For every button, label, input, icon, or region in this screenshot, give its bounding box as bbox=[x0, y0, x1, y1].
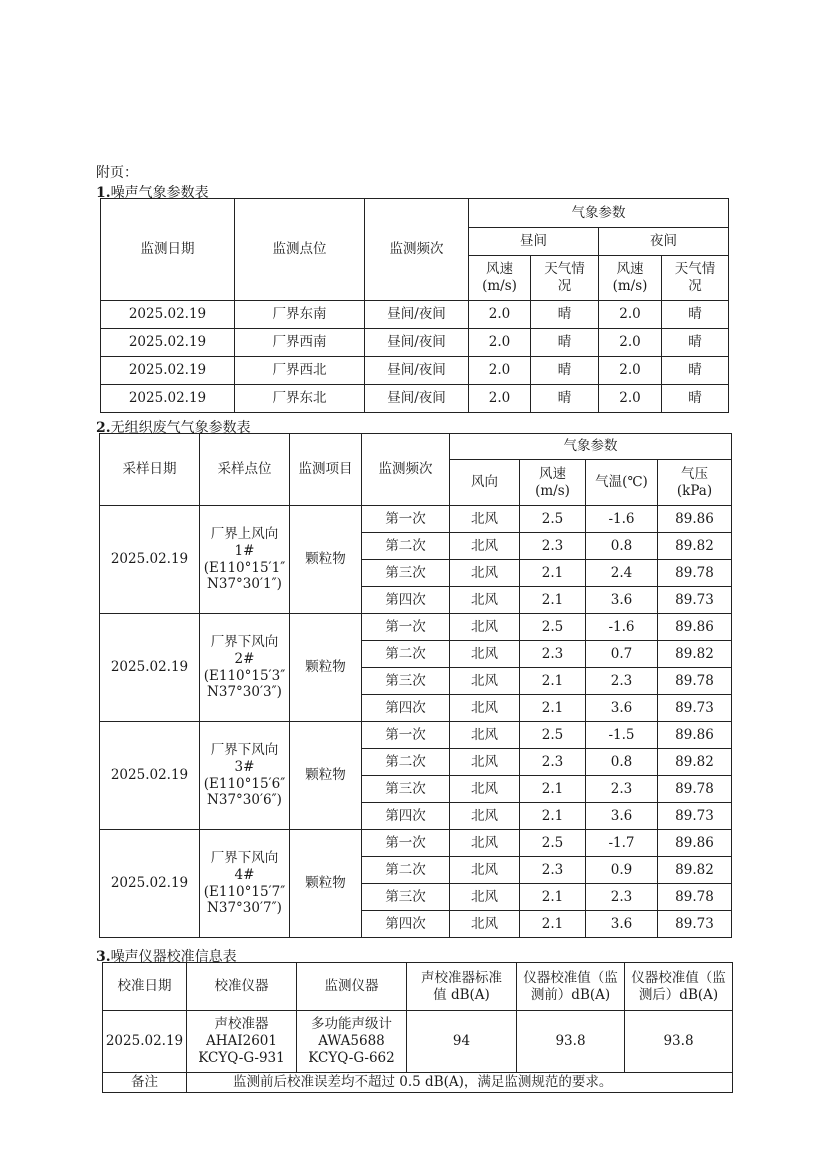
cell-wind-speed: 2.1 bbox=[520, 803, 586, 830]
table-row bbox=[103, 1011, 733, 1073]
cell-temperature: 2.3 bbox=[586, 884, 658, 911]
cell-wind-speed: 2.5 bbox=[520, 722, 586, 749]
cell-date: 2025.02.19 bbox=[103, 1011, 187, 1073]
cell-frequency: 昼间/夜间 bbox=[365, 301, 469, 329]
cell-pressure: 89.86 bbox=[658, 506, 732, 533]
cell-pressure: 89.78 bbox=[658, 668, 732, 695]
cell-wind-direction: 北风 bbox=[450, 722, 520, 749]
cell-pressure: 89.78 bbox=[658, 884, 732, 911]
cell-wind-speed: 2.3 bbox=[520, 749, 586, 776]
cell-wind-direction: 北风 bbox=[450, 614, 520, 641]
table-row bbox=[101, 357, 729, 385]
cell-wind-speed: 2.1 bbox=[520, 884, 586, 911]
header-monitor-frequency: 监测频次 bbox=[362, 434, 450, 506]
cell-temperature: 0.9 bbox=[586, 857, 658, 884]
cell-wind-direction: 北风 bbox=[450, 776, 520, 803]
cell-frequency: 第四次 bbox=[362, 803, 450, 830]
cell-temperature: 3.6 bbox=[586, 695, 658, 722]
cell-wind-direction: 北风 bbox=[450, 641, 520, 668]
cell-point: 厂界下风向 3# (E110°15′6″ N37°30′6″) bbox=[200, 722, 290, 830]
cell-pressure: 89.73 bbox=[658, 803, 732, 830]
header-daytime: 昼间 bbox=[469, 228, 599, 256]
section-title-text: 噪声仪器校准信息表 bbox=[110, 949, 237, 965]
section-number: 3. bbox=[96, 949, 111, 965]
cell-frequency: 第二次 bbox=[362, 857, 450, 884]
section-number: 2. bbox=[96, 420, 111, 436]
cell-wind-direction: 北风 bbox=[450, 830, 520, 857]
cell-temperature: 0.8 bbox=[586, 533, 658, 560]
cell-temperature: 3.6 bbox=[586, 803, 658, 830]
cell-frequency: 第一次 bbox=[362, 722, 450, 749]
cell-wind-speed: 2.3 bbox=[520, 857, 586, 884]
cell-frequency: 第三次 bbox=[362, 776, 450, 803]
table-row bbox=[100, 614, 732, 641]
header-standard-value: 声校准器标准 值 dB(A) bbox=[407, 963, 517, 1011]
cell-point: 厂界下风向 2# (E110°15′3″ N37°30′3″) bbox=[200, 614, 290, 722]
header-night-weather: 天气情 况 bbox=[662, 256, 729, 301]
header-night-wind-speed: 风速 (m/s) bbox=[599, 256, 662, 301]
cell-pressure: 89.86 bbox=[658, 830, 732, 857]
cell-wind-direction: 北风 bbox=[450, 533, 520, 560]
cell-frequency: 第一次 bbox=[362, 506, 450, 533]
cell-wind-speed: 2.5 bbox=[520, 614, 586, 641]
header-calibration-instrument: 校准仪器 bbox=[187, 963, 297, 1011]
cell-wind-direction: 北风 bbox=[450, 803, 520, 830]
cell-date: 2025.02.19 bbox=[101, 329, 235, 357]
header-monitor-point: 监测点位 bbox=[235, 199, 365, 301]
header-monitor-instrument: 监测仪器 bbox=[297, 963, 407, 1011]
cell-wind-speed: 2.3 bbox=[520, 641, 586, 668]
cell-wind-speed: 2.1 bbox=[520, 776, 586, 803]
cell-point: 厂界东南 bbox=[235, 301, 365, 329]
cell-frequency: 第三次 bbox=[362, 884, 450, 911]
cell-pressure: 89.82 bbox=[658, 857, 732, 884]
section-title-text: 噪声气象参数表 bbox=[110, 185, 209, 201]
cell-day-weather: 晴 bbox=[531, 357, 599, 385]
cell-after-value: 93.8 bbox=[625, 1011, 733, 1073]
cell-wind-direction: 北风 bbox=[450, 695, 520, 722]
header-weather-params: 气象参数 bbox=[469, 199, 729, 228]
cell-temperature: 2.3 bbox=[586, 668, 658, 695]
cell-day-weather: 晴 bbox=[531, 301, 599, 329]
header-weather-params: 气象参数 bbox=[450, 434, 732, 460]
cell-pressure: 89.73 bbox=[658, 911, 732, 938]
cell-frequency: 第一次 bbox=[362, 830, 450, 857]
cell-wind-speed: 2.5 bbox=[520, 830, 586, 857]
cell-temperature: -1.5 bbox=[586, 722, 658, 749]
header-monitor-date: 监测日期 bbox=[101, 199, 235, 301]
note-label: 备注 bbox=[103, 1073, 187, 1093]
cell-temperature: 3.6 bbox=[586, 587, 658, 614]
header-day-weather: 天气情 况 bbox=[531, 256, 599, 301]
cell-pressure: 89.82 bbox=[658, 749, 732, 776]
cell-day-wind-speed: 2.0 bbox=[469, 329, 531, 357]
cell-night-wind-speed: 2.0 bbox=[599, 385, 662, 413]
cell-pressure: 89.82 bbox=[658, 641, 732, 668]
cell-wind-speed: 2.5 bbox=[520, 506, 586, 533]
cell-item: 颗粒物 bbox=[290, 506, 362, 614]
cell-frequency: 第三次 bbox=[362, 560, 450, 587]
cell-frequency: 第四次 bbox=[362, 695, 450, 722]
cell-night-weather: 晴 bbox=[662, 301, 729, 329]
cell-day-weather: 晴 bbox=[531, 385, 599, 413]
cell-day-wind-speed: 2.0 bbox=[469, 385, 531, 413]
cell-wind-direction: 北风 bbox=[450, 911, 520, 938]
header-before-value: 仪器校准值（监 测前）dB(A) bbox=[517, 963, 625, 1011]
cell-wind-speed: 2.1 bbox=[520, 560, 586, 587]
cell-calibration-instrument: 声校准器 AHAI2601 KCYQ-G-931 bbox=[187, 1011, 297, 1073]
cell-date: 2025.02.19 bbox=[100, 506, 200, 614]
cell-night-weather: 晴 bbox=[662, 357, 729, 385]
cell-wind-direction: 北风 bbox=[450, 506, 520, 533]
cell-wind-speed: 2.1 bbox=[520, 668, 586, 695]
cell-day-weather: 晴 bbox=[531, 329, 599, 357]
table-row bbox=[101, 385, 729, 413]
section-number: 1. bbox=[96, 185, 111, 201]
cell-item: 颗粒物 bbox=[290, 614, 362, 722]
cell-temperature: -1.6 bbox=[586, 614, 658, 641]
header-sampling-date: 采样日期 bbox=[100, 434, 200, 506]
cell-item: 颗粒物 bbox=[290, 722, 362, 830]
cell-frequency: 昼间/夜间 bbox=[365, 385, 469, 413]
cell-frequency: 第二次 bbox=[362, 533, 450, 560]
cell-date: 2025.02.19 bbox=[100, 722, 200, 830]
header-day-wind-speed: 风速 (m/s) bbox=[469, 256, 531, 301]
fugitive-weather-table bbox=[99, 433, 732, 938]
cell-night-wind-speed: 2.0 bbox=[599, 301, 662, 329]
cell-frequency: 第一次 bbox=[362, 614, 450, 641]
cell-night-wind-speed: 2.0 bbox=[599, 357, 662, 385]
cell-date: 2025.02.19 bbox=[101, 385, 235, 413]
calibration-table bbox=[102, 962, 733, 1093]
cell-frequency: 第二次 bbox=[362, 749, 450, 776]
cell-date: 2025.02.19 bbox=[101, 301, 235, 329]
cell-frequency: 昼间/夜间 bbox=[365, 357, 469, 385]
cell-frequency: 第二次 bbox=[362, 641, 450, 668]
cell-frequency: 昼间/夜间 bbox=[365, 329, 469, 357]
noise-weather-table bbox=[100, 198, 729, 413]
header-temperature: 气温(℃) bbox=[586, 460, 658, 506]
cell-item: 颗粒物 bbox=[290, 830, 362, 938]
header-wind-direction: 风向 bbox=[450, 460, 520, 506]
cell-monitor-instrument: 多功能声级计 AWA5688 KCYQ-G-662 bbox=[297, 1011, 407, 1073]
cell-wind-direction: 北风 bbox=[450, 857, 520, 884]
cell-wind-speed: 2.1 bbox=[520, 695, 586, 722]
cell-pressure: 89.78 bbox=[658, 560, 732, 587]
cell-temperature: 2.4 bbox=[586, 560, 658, 587]
header-calibration-date: 校准日期 bbox=[103, 963, 187, 1011]
note-text: 监测前后校准误差均不超过 0.5 dB(A)，满足监测规范的要求。 bbox=[187, 1073, 733, 1093]
table-row bbox=[100, 506, 732, 533]
cell-point: 厂界下风向 4# (E110°15′7″ N37°30′7″) bbox=[200, 830, 290, 938]
cell-frequency: 第四次 bbox=[362, 587, 450, 614]
cell-pressure: 89.73 bbox=[658, 695, 732, 722]
cell-pressure: 89.86 bbox=[658, 614, 732, 641]
cell-wind-speed: 2.1 bbox=[520, 911, 586, 938]
table-row bbox=[101, 329, 729, 357]
cell-temperature: 0.8 bbox=[586, 749, 658, 776]
cell-date: 2025.02.19 bbox=[100, 830, 200, 938]
cell-wind-direction: 北风 bbox=[450, 884, 520, 911]
cell-pressure: 89.78 bbox=[658, 776, 732, 803]
cell-pressure: 89.86 bbox=[658, 722, 732, 749]
cell-temperature: -1.6 bbox=[586, 506, 658, 533]
table-row bbox=[100, 830, 732, 857]
cell-day-wind-speed: 2.0 bbox=[469, 357, 531, 385]
cell-date: 2025.02.19 bbox=[100, 614, 200, 722]
table-row bbox=[101, 301, 729, 329]
header-nighttime: 夜间 bbox=[599, 228, 729, 256]
cell-standard-value: 94 bbox=[407, 1011, 517, 1073]
cell-day-wind-speed: 2.0 bbox=[469, 301, 531, 329]
cell-frequency: 第四次 bbox=[362, 911, 450, 938]
cell-wind-speed: 2.1 bbox=[520, 587, 586, 614]
cell-point: 厂界西南 bbox=[235, 329, 365, 357]
cell-point: 厂界西北 bbox=[235, 357, 365, 385]
header-pressure: 气压 (kPa) bbox=[658, 460, 732, 506]
cell-pressure: 89.82 bbox=[658, 533, 732, 560]
cell-temperature: 2.3 bbox=[586, 776, 658, 803]
cell-night-weather: 晴 bbox=[662, 329, 729, 357]
cell-night-weather: 晴 bbox=[662, 385, 729, 413]
cell-temperature: 0.7 bbox=[586, 641, 658, 668]
cell-wind-direction: 北风 bbox=[450, 560, 520, 587]
header-monitor-item: 监测项目 bbox=[290, 434, 362, 506]
cell-wind-direction: 北风 bbox=[450, 749, 520, 776]
section-title-text: 无组织废气气象参数表 bbox=[110, 420, 251, 436]
cell-point: 厂界上风向 1# (E110°15′1″ N37°30′1″) bbox=[200, 506, 290, 614]
cell-temperature: -1.7 bbox=[586, 830, 658, 857]
cell-wind-direction: 北风 bbox=[450, 668, 520, 695]
cell-point: 厂界东北 bbox=[235, 385, 365, 413]
header-sampling-point: 采样点位 bbox=[200, 434, 290, 506]
cell-wind-direction: 北风 bbox=[450, 587, 520, 614]
cell-date: 2025.02.19 bbox=[101, 357, 235, 385]
cell-temperature: 3.6 bbox=[586, 911, 658, 938]
header-after-value: 仪器校准值（监 测后）dB(A) bbox=[625, 963, 733, 1011]
cell-frequency: 第三次 bbox=[362, 668, 450, 695]
page-label: 附页： bbox=[96, 165, 138, 181]
table-row bbox=[100, 722, 732, 749]
header-monitor-frequency: 监测频次 bbox=[365, 199, 469, 301]
cell-pressure: 89.73 bbox=[658, 587, 732, 614]
cell-night-wind-speed: 2.0 bbox=[599, 329, 662, 357]
cell-before-value: 93.8 bbox=[517, 1011, 625, 1073]
cell-wind-speed: 2.3 bbox=[520, 533, 586, 560]
header-wind-speed: 风速 (m/s) bbox=[520, 460, 586, 506]
